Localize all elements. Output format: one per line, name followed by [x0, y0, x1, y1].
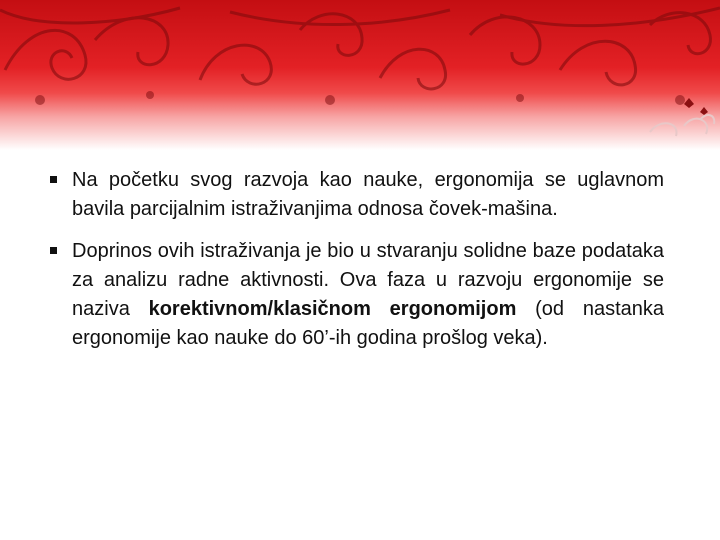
slide-body: [50, 166, 664, 366]
bullet-bold-term: korektivnom/klasičnom ergonomijom: [148, 298, 517, 320]
square-bullet-icon: [50, 247, 57, 254]
swirl-ornament-icon: [0, 0, 720, 150]
header-banner: [0, 0, 720, 150]
square-bullet-icon: [50, 176, 57, 183]
bullet-text: Na početku svog razvoja kao nauke, ergonomija se uglavnom bavila parcijalnim istraživanjima odnosa čovek-mašina.: [72, 169, 664, 220]
bullet-text-end: (od nastanka ergonomije kao nauke do 60’-ih godina prošlog veka).: [72, 298, 664, 349]
bullet-item: [50, 166, 664, 224]
bullet-item: [50, 237, 664, 353]
bullet-text: Doprinos ovih istraživanja je bio u stvaranju solidne baze podataka za analizu radne aktivnosti. Ova faza u razvoju ergonomije se naziva: [72, 240, 664, 320]
